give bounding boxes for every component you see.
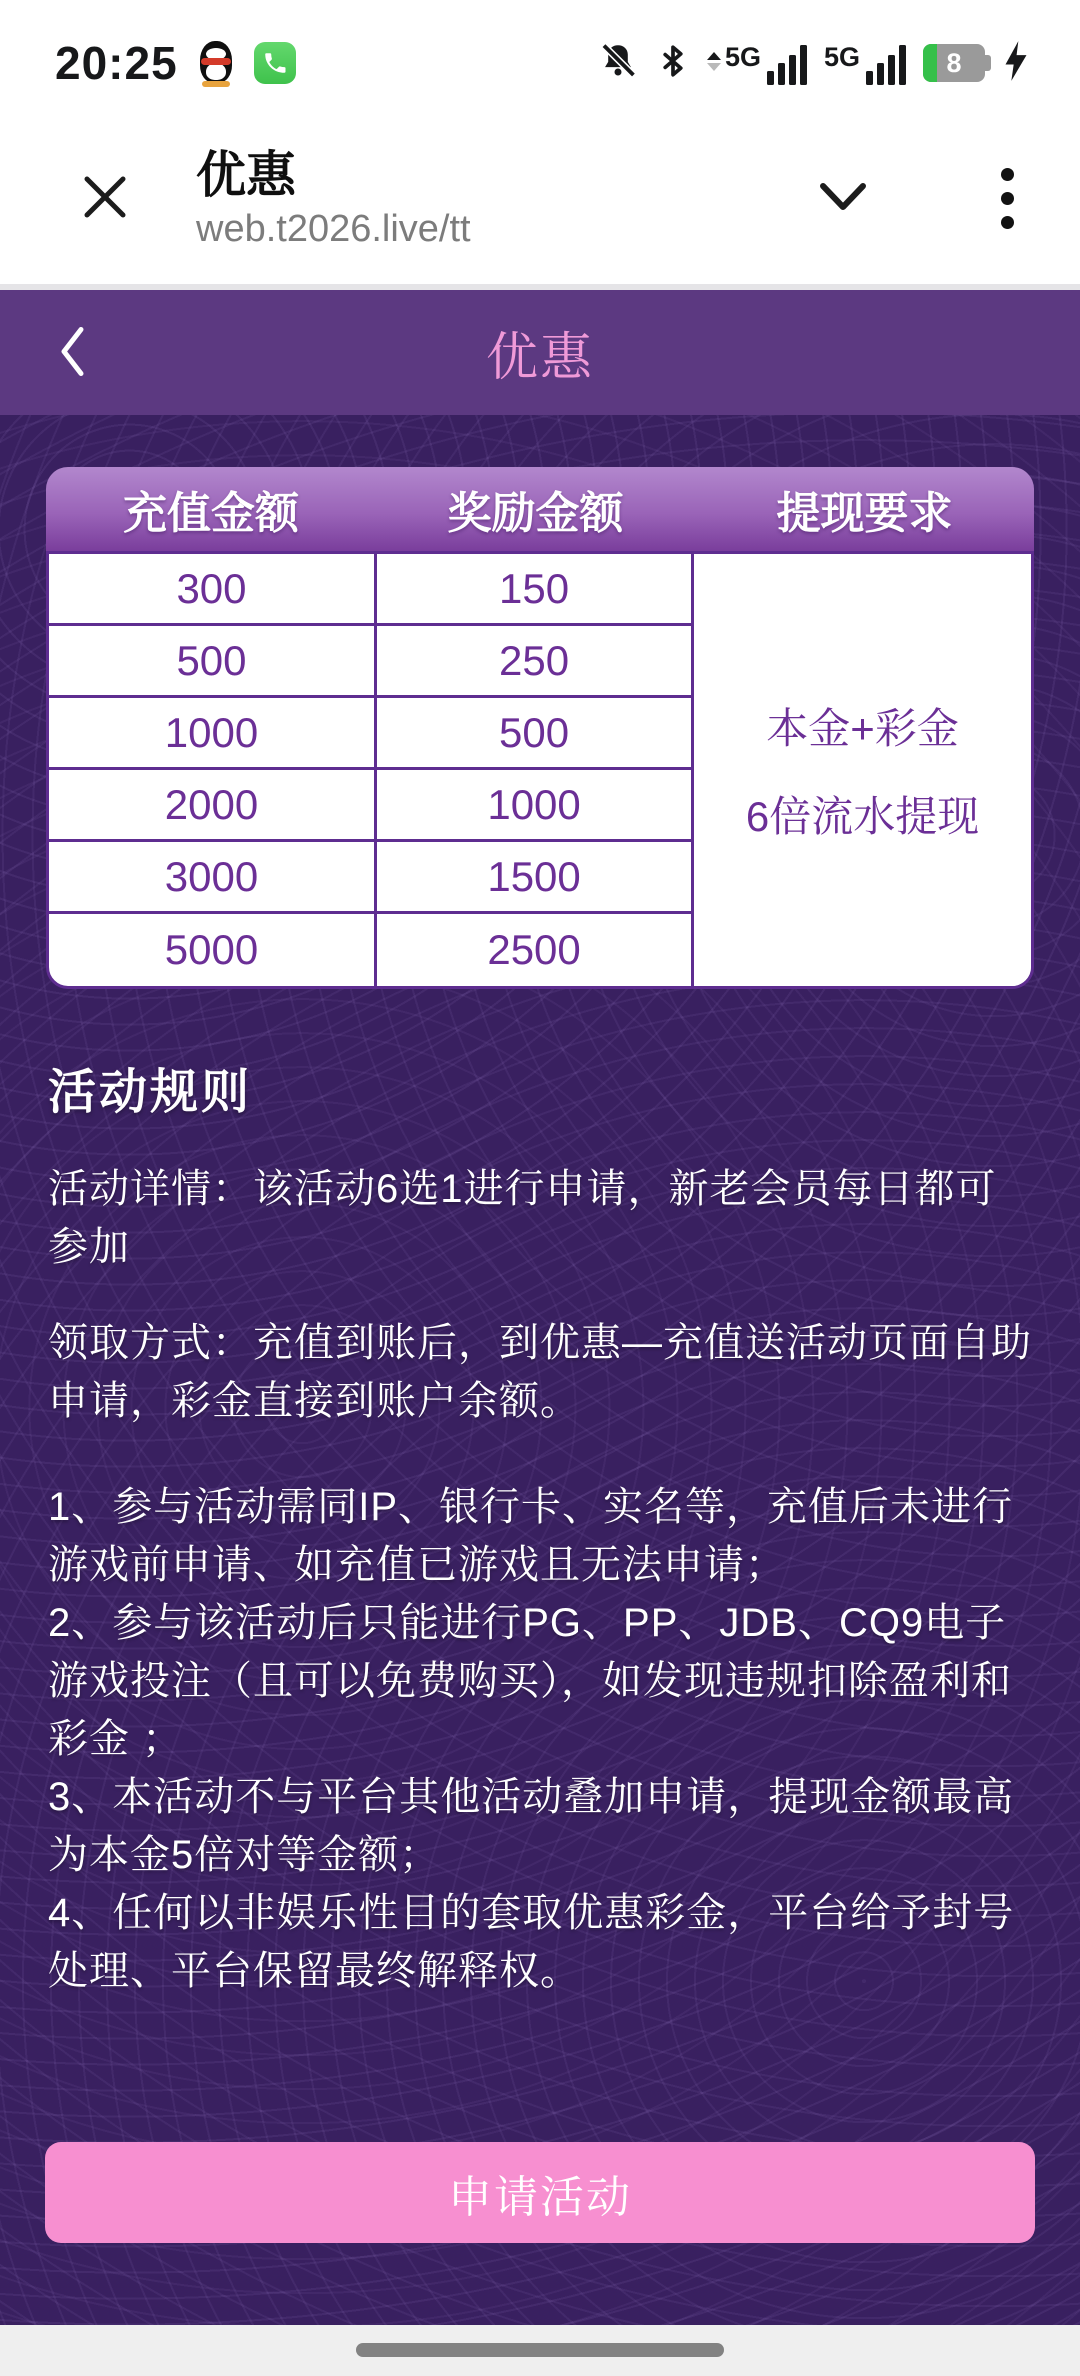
rule-item: 4、任何以非娱乐性目的套取优惠彩金，平台给予封号处理、平台保留最终解释权。 xyxy=(48,1891,1015,1993)
status-time: 20:25 xyxy=(55,37,178,89)
table-cell: 500 xyxy=(49,626,377,698)
promo-content xyxy=(0,415,1080,2325)
table-cell: 1000 xyxy=(49,698,377,770)
rule-item: 2、参与该活动后只能进行PG、PP、JDB、CQ9电子游戏投注（且可以免费购买），如发现违规扣除盈利和彩金 ； xyxy=(48,1601,1012,1761)
rule-item: 3、本活动不与平台其他活动叠加申请，提现金额最高为本金5倍对等金额； xyxy=(48,1775,1015,1877)
table-cell: 300 xyxy=(49,554,377,626)
browser-url: web.t2026.live/tt xyxy=(196,207,471,250)
withdraw-requirement-line: 6倍流水提现 xyxy=(745,793,980,840)
table-cell: 250 xyxy=(377,626,694,698)
rules-heading: 活动规则 xyxy=(48,1066,253,1119)
qq-icon xyxy=(198,41,234,85)
table-cell: 2000 xyxy=(49,770,377,842)
table-cell: 150 xyxy=(377,554,694,626)
close-button[interactable] xyxy=(78,170,132,227)
status-bar xyxy=(0,0,1080,112)
status-right xyxy=(597,40,1030,87)
table-cell: 500 xyxy=(377,698,694,770)
column-header-deposit: 充值金额 xyxy=(122,489,299,538)
promo-table-header xyxy=(46,467,1034,551)
signal-5g-primary-icon: 5G xyxy=(707,42,807,85)
battery-icon xyxy=(923,44,985,82)
apply-activity-button[interactable]: 申请活动 xyxy=(45,2142,1035,2243)
more-vertical-icon xyxy=(1001,168,1014,229)
phone-call-icon xyxy=(254,42,296,84)
rule-item: 1、参与活动需同IP、银行卡、实名等，充值后未进行游戏前申请、如充值已游戏且无法申请； xyxy=(48,1485,1014,1587)
rules-list xyxy=(48,1478,1032,2000)
column-header-withdraw: 提现要求 xyxy=(776,489,953,538)
browser-title-block xyxy=(196,146,471,251)
table-cell: 1500 xyxy=(377,842,694,914)
browser-toolbar xyxy=(0,112,1080,284)
promo-table xyxy=(46,467,1034,989)
browser-page-title: 优惠 xyxy=(196,146,296,203)
chevron-down-icon xyxy=(817,180,869,217)
table-cell: 3000 xyxy=(49,842,377,914)
battery-percent: 8 xyxy=(946,47,962,78)
table-cell: 5000 xyxy=(49,914,377,986)
signal-5g-secondary-icon: 5G xyxy=(824,42,906,85)
withdraw-requirement-cell xyxy=(694,554,1031,986)
collapse-button[interactable] xyxy=(817,180,869,217)
charging-bolt-icon xyxy=(1002,40,1030,87)
home-indicator[interactable] xyxy=(356,2343,724,2357)
bluetooth-icon xyxy=(656,40,690,87)
notifications-off-icon xyxy=(597,40,639,87)
menu-button[interactable] xyxy=(1001,168,1014,229)
close-icon xyxy=(78,170,132,227)
withdraw-requirement-line: 本金+彩金 xyxy=(766,705,959,752)
chevron-left-icon xyxy=(56,323,88,382)
system-navigation-bar xyxy=(0,2325,1080,2376)
back-button[interactable] xyxy=(56,323,88,382)
table-cell: 1000 xyxy=(377,770,694,842)
rules-detail: 活动详情：该活动6选1进行申请，新老会员每日都可参加 xyxy=(48,1167,997,1269)
rules-claim: 领取方式：充值到账后，到优惠—充值送活动页面自助申请，彩金直接到账户余额。 xyxy=(48,1321,1032,1423)
promo-table-body xyxy=(46,551,1034,989)
page-header xyxy=(0,290,1080,415)
status-left xyxy=(55,36,296,90)
page-title: 优惠 xyxy=(485,329,594,387)
table-cell: 2500 xyxy=(377,914,694,986)
column-header-bonus: 奖励金额 xyxy=(447,489,624,538)
